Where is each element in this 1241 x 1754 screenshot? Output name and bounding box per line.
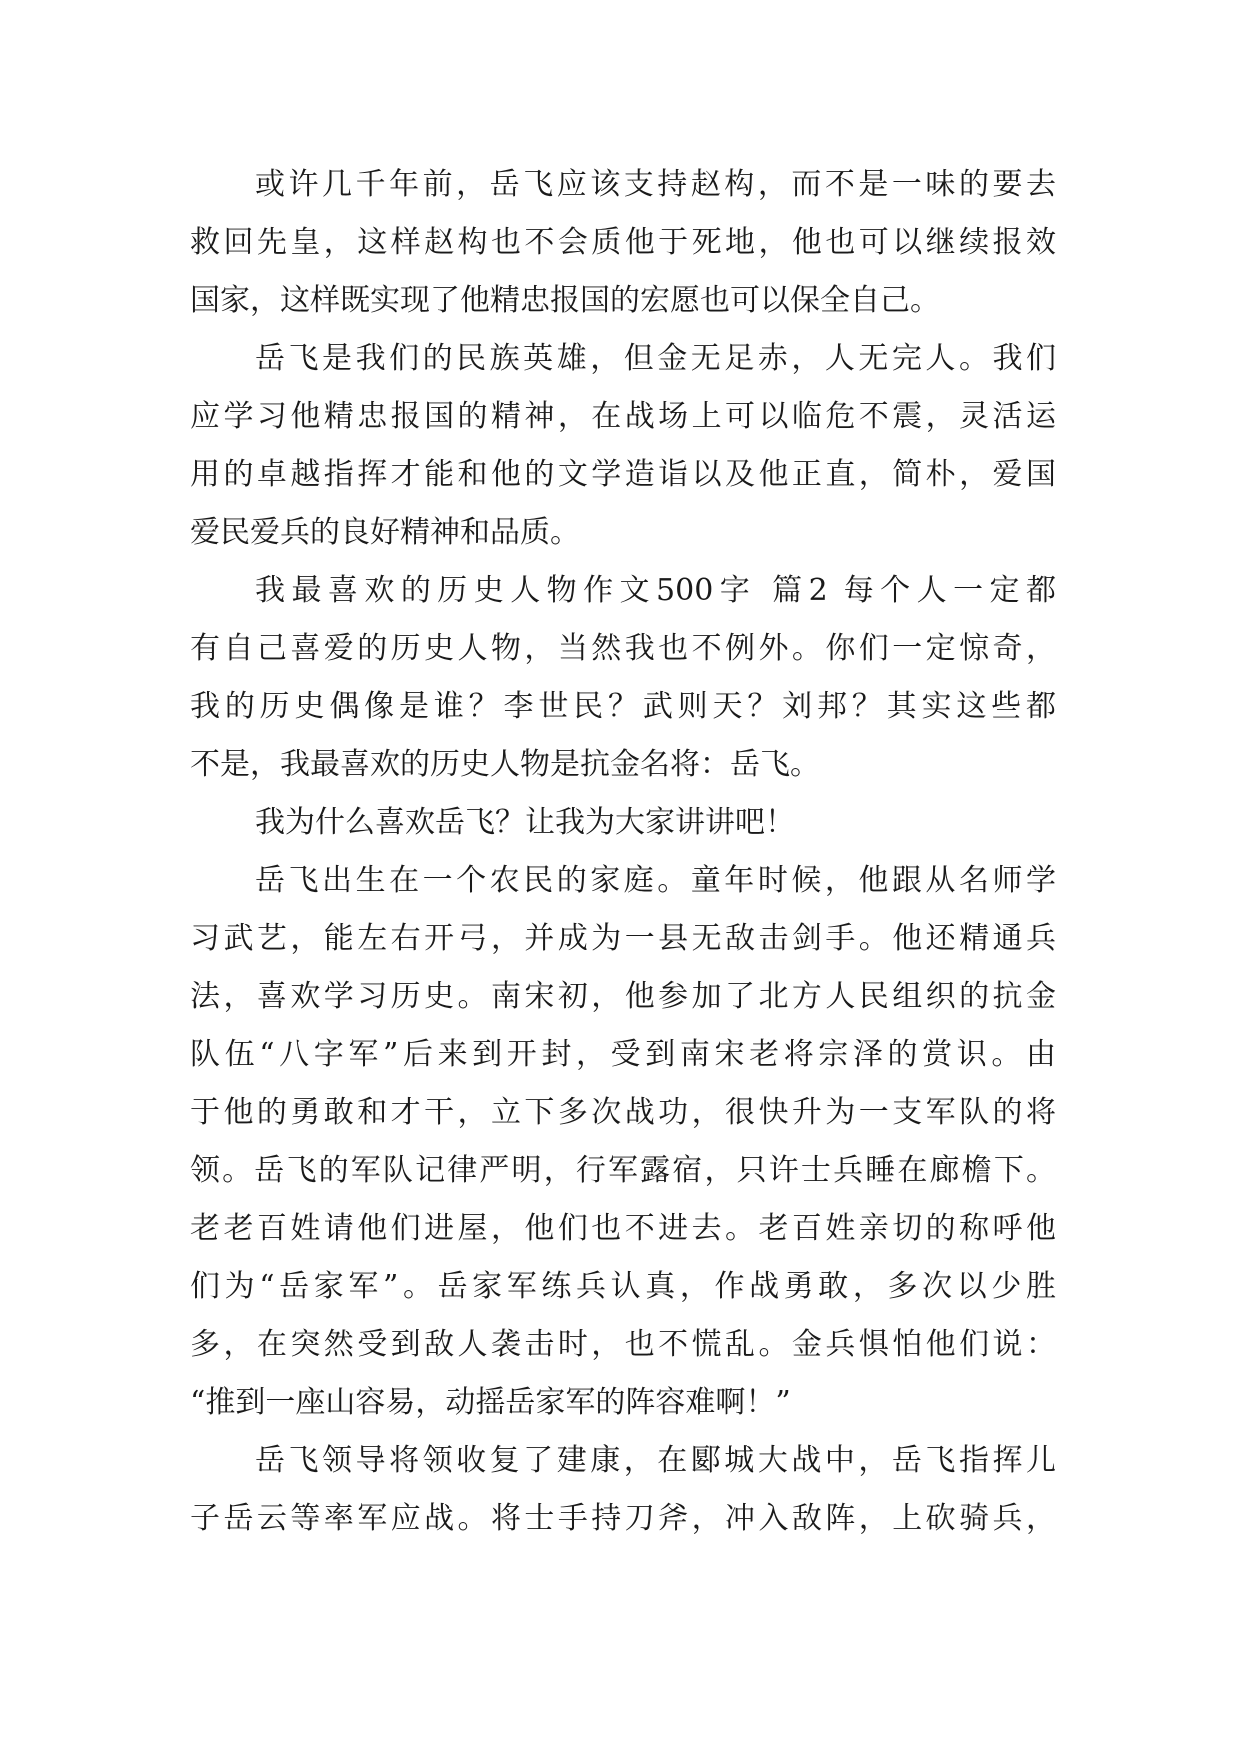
text-line: 于他的勇敢和才干，立下多次战功，很快升为一支军队的将 xyxy=(190,1095,1056,1130)
text-line: 法，喜欢学习历史。南宋初，他参加了北方人民组织的抗金 xyxy=(190,979,1056,1014)
text-line: 我最喜欢的历史人物作文500字 篇2 每个人一定都 xyxy=(255,573,1056,608)
text-line: 岳飞出生在一个农民的家庭。童年时候，他跟从名师学 xyxy=(255,863,1056,898)
text-line: 多，在突然受到敌人袭击时，也不慌乱。金兵惧怕他们说： xyxy=(190,1327,1056,1362)
text-line: 岳飞是我们的民族英雄，但金无足赤，人无完人。我们 xyxy=(255,341,1056,376)
text-line: 救回先皇，这样赵构也不会质他于死地，他也可以继续报效 xyxy=(190,225,1056,260)
text-line: 国家，这样既实现了他精忠报国的宏愿也可以保全自己。 xyxy=(190,283,940,318)
text-line: 用的卓越指挥才能和他的文学造诣以及他正直，简朴，爱国 xyxy=(190,457,1056,492)
text-line: 们为“岳家军”。岳家军练兵认真，作战勇敢，多次以少胜 xyxy=(190,1269,1056,1304)
text-line: 或许几千年前，岳飞应该支持赵构，而不是一味的要去 xyxy=(255,167,1056,202)
text-line: 老老百姓请他们进屋，他们也不进去。老百姓亲切的称呼他 xyxy=(190,1211,1056,1246)
text-line: 我为什么喜欢岳飞？让我为大家讲讲吧！ xyxy=(255,805,795,840)
text-line: 爱民爱兵的良好精神和品质。 xyxy=(190,515,580,550)
text-line: 子岳云等率军应战。将士手持刀斧，冲入敌阵，上砍骑兵， xyxy=(190,1501,1056,1536)
text-line: 有自己喜爱的历史人物，当然我也不例外。你们一定惊奇， xyxy=(190,631,1056,666)
text-line: 应学习他精忠报国的精神，在战场上可以临危不震，灵活运 xyxy=(190,399,1056,434)
text-line: “推到一座山容易，动摇岳家军的阵容难啊！” xyxy=(190,1385,791,1420)
text-line: 不是，我最喜欢的历史人物是抗金名将：岳飞。 xyxy=(190,747,820,782)
text-line: 我的历史偶像是谁？李世民？武则天？刘邦？其实这些都 xyxy=(190,689,1056,724)
text-line: 岳飞领导将领收复了建康，在郾城大战中，岳飞指挥儿 xyxy=(255,1443,1056,1478)
text-line: 领。岳飞的军队记律严明，行军露宿，只许士兵睡在廊檐下。 xyxy=(190,1153,1056,1188)
text-line: 习武艺，能左右开弓，并成为一县无敌击剑手。他还精通兵 xyxy=(190,921,1056,956)
body-text xyxy=(190,156,1056,1548)
text-line: 队伍“八字军”后来到开封，受到南宋老将宗泽的赏识。由 xyxy=(190,1037,1056,1072)
